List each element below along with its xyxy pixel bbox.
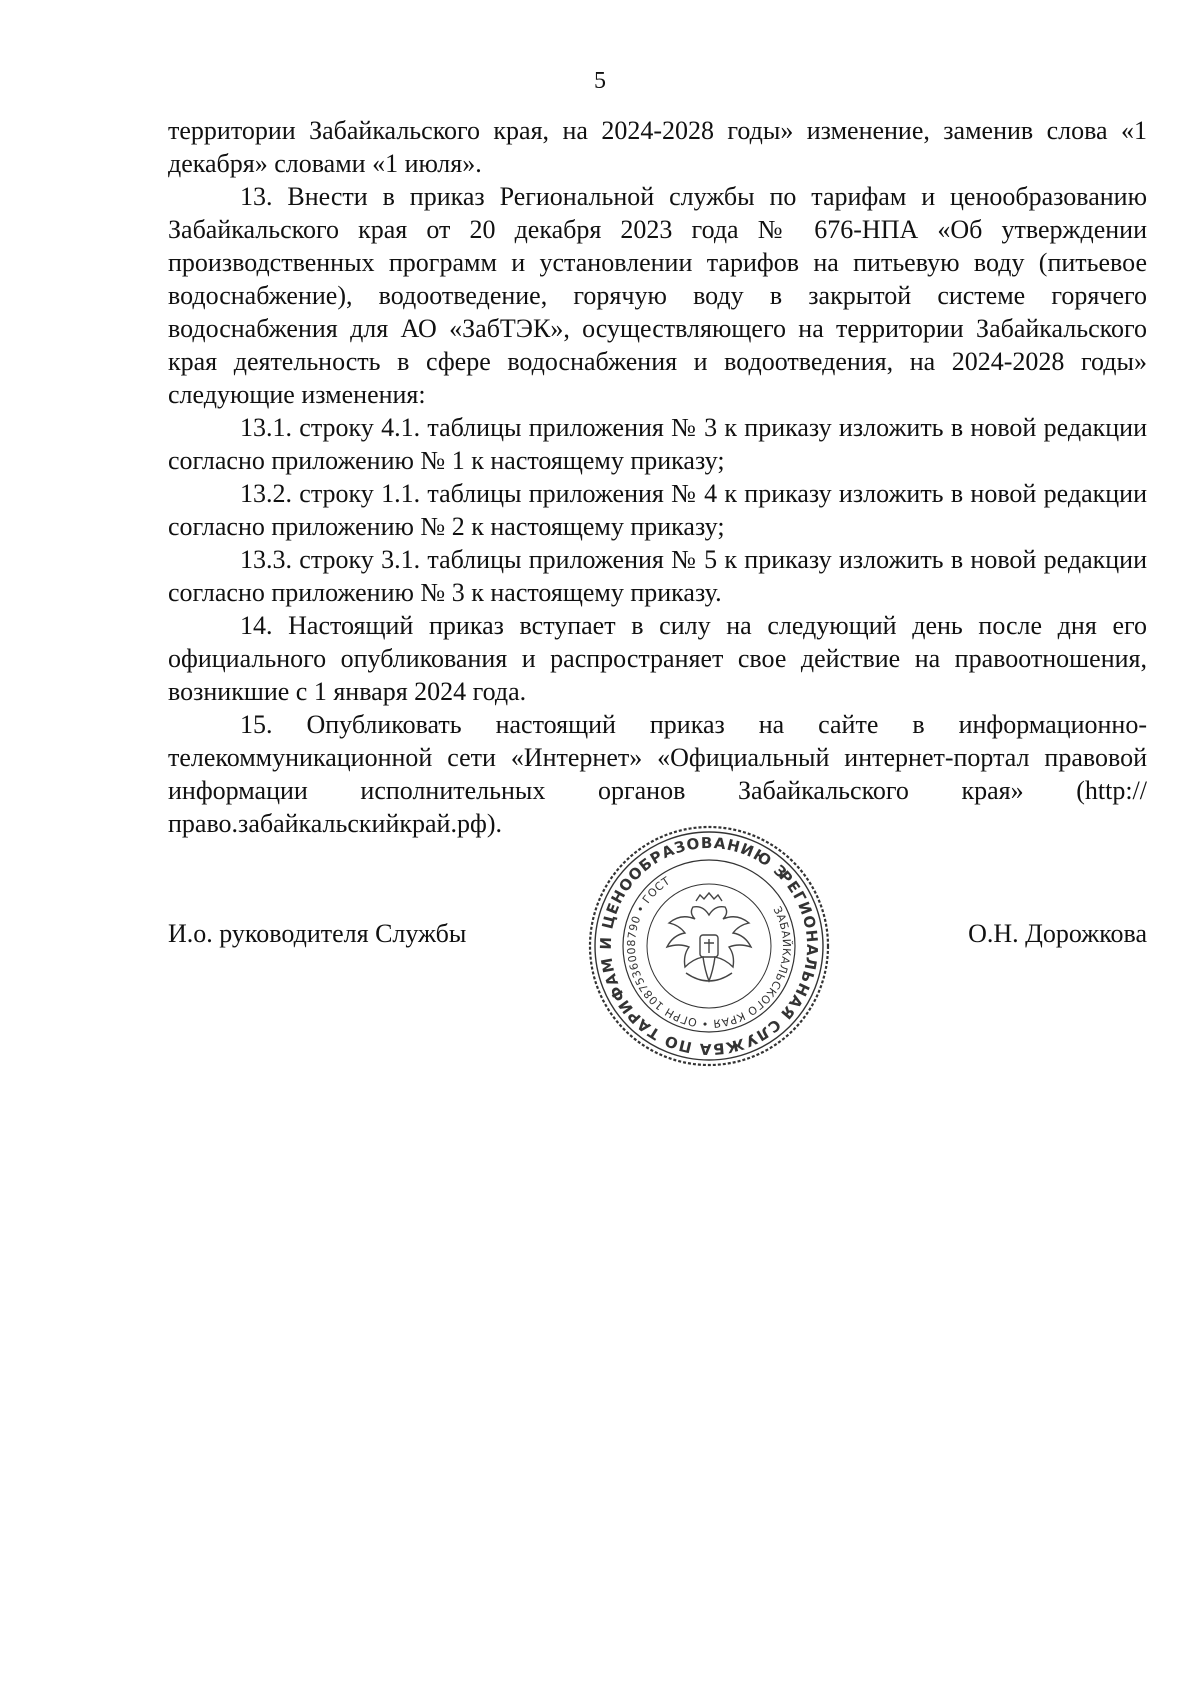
paragraph-item-13-3: 13.3. строку 3.1. таблицы приложения № 5 к приказу изложить в новой редакции согласно приложению № 3 к настоящему приказу. (168, 545, 1147, 607)
paragraph-continuation: территории Забайкальского края, на 2024-2028 годы» изменение, заменив слова «1 декабря» словами «1 июля». (168, 116, 1147, 178)
paragraph-item-15: 15. Опубликовать настоящий приказ на сайте в информационно-телекоммуникационной сети «Интернет» «Официальный интернет-портал правовой информации исполнительных органов Забайкальского края» (http://право.забайкальскийкрай.рф). (168, 710, 1147, 838)
signatory-name: О.Н. Дорожкова (968, 919, 1147, 948)
seal-graphic (586, 823, 832, 1069)
seal-inner-text: ЗАБАЙКАЛЬСКОГО КРАЯ • ОГРН 1087536008790 • ГОСТ (624, 874, 794, 1031)
paragraph-item-13-1: 13.1. строку 4.1. таблицы приложения № 3 к приказу изложить в новой редакции согласно приложению № 1 к настоящему приказу; (168, 413, 1147, 475)
official-seal-stamp (586, 823, 832, 1069)
coat-of-arms-icon (667, 893, 751, 981)
signatory-title: И.о. руководителя Службы (168, 919, 467, 948)
paragraph-item-14: 14. Настоящий приказ вступает в силу на следующий день после дня его официального опубликования и распространяет свое действие на правоотношения, возникшие с 1 января 2024 года. (168, 611, 1147, 706)
paragraph-item-13: 13. Внести в приказ Региональной службы по тарифам и ценообразованию Забайкальского края от 20 декабря 2023 года № 676-НПА «Об утверждении производственных программ и установлении тарифов на питьевую воду (питьевое водоснабжение), водоотведение, горячую воду в закрытой системе горячего водоснабжения для АО «ЗабТЭК», осуществляющего на территории Забайкальского края деятельность в сфере водоснабжения и водоотведения, на 2024-2028 годы» следующие изменения: (168, 182, 1147, 409)
seal-outer-text: РЕГИОНАЛЬНАЯ СЛУЖБА ПО ТАРИФАМ И ЦЕНООБРАЗОВАНИЮ ЗАБАЙКАЛЬСКОГО (596, 833, 822, 1059)
page-number: 5 (594, 68, 606, 94)
document-body (168, 114, 1147, 840)
paragraph-item-13-2: 13.2. строку 1.1. таблицы приложения № 4 к приказу изложить в новой редакции согласно приложению № 2 к настоящему приказу; (168, 479, 1147, 541)
